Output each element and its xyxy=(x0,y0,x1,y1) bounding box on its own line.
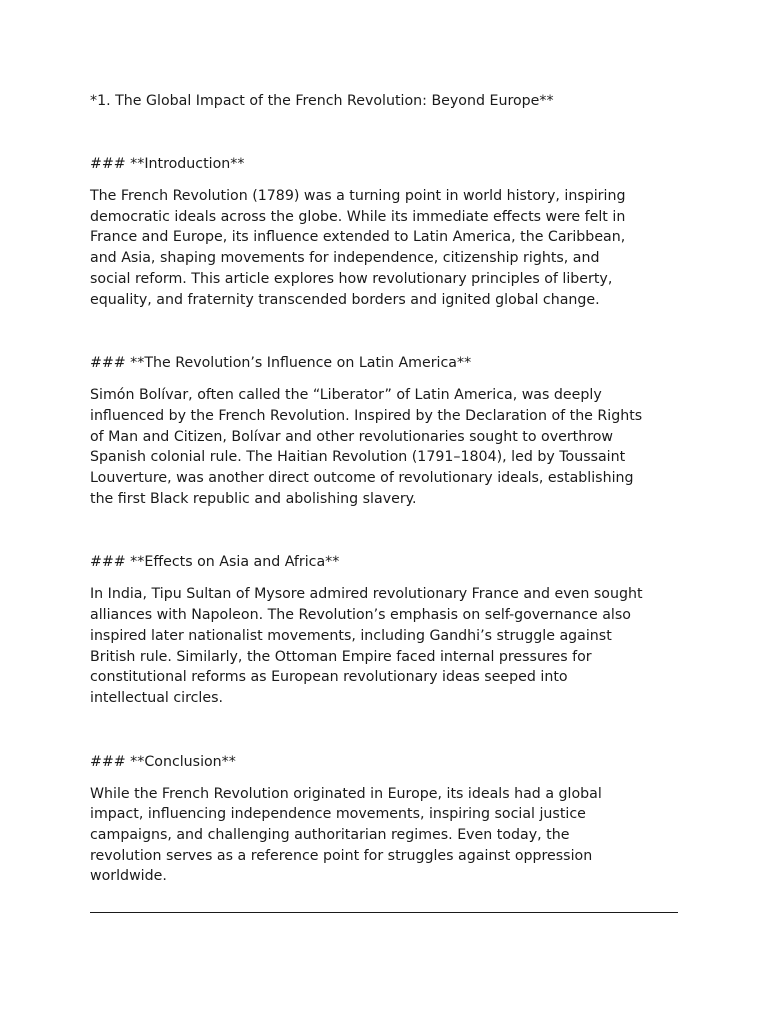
paragraph-line: The French Revolution (1789) was a turning point in world history, inspiring xyxy=(90,188,626,204)
paragraph-line: Spanish colonial rule. The Haitian Revolution (1791–1804), led by Toussaint xyxy=(90,449,626,466)
section-heading: ### **Introduction** xyxy=(90,156,245,172)
document-body xyxy=(90,91,680,887)
section-paragraph xyxy=(90,584,680,708)
section-introduction xyxy=(90,154,680,310)
horizontal-rule xyxy=(90,912,678,913)
section-paragraph xyxy=(90,385,680,509)
section-heading: ### **Conclusion** xyxy=(90,753,236,770)
section-asia-africa xyxy=(90,552,680,708)
paragraph-line: impact, influencing independence movements, inspiring social justice xyxy=(90,806,586,823)
section-heading: ### **Effects on Asia and Africa** xyxy=(90,554,340,571)
paragraph-line: Simón Bolívar, often called the “Liberator” of Latin America, was deeply xyxy=(90,387,602,404)
paragraph-line: Louverture, was another direct outcome of revolutionary ideals, establishing xyxy=(90,470,634,487)
paragraph-line: of Man and Citizen, Bolívar and other revolutionaries sought to overthrow xyxy=(90,428,614,445)
section-conclusion xyxy=(90,752,680,888)
paragraph-line: inspired later nationalist movements, including Gandhi’s struggle against xyxy=(90,627,612,644)
paragraph-line: While the French Revolution originated in Europe, its ideals had a global xyxy=(90,785,602,802)
paragraph-line: equality, and fraternity transcended borders and ignited global change. xyxy=(90,291,600,308)
paragraph-line: intellectual circles. xyxy=(90,689,223,706)
paragraph-line: France and Europe, its influence extended to Latin America, the Caribbean, xyxy=(90,229,626,246)
paragraph-line: the first Black republic and abolishing slavery. xyxy=(90,490,417,507)
section-paragraph xyxy=(90,784,680,888)
paragraph-line: worldwide. xyxy=(90,868,167,885)
paragraph-line: campaigns, and challenging authoritarian regimes. Even today, the xyxy=(90,827,570,844)
paragraph-line: constitutional reforms as European revolutionary ideas seeped into xyxy=(90,669,568,686)
document-title: *1. The Global Impact of the French Revolution: Beyond Europe** xyxy=(90,93,554,109)
paragraph-line: social reform. This article explores how revolutionary principles of liberty, xyxy=(90,270,613,287)
paragraph-line: alliances with Napoleon. The Revolution’s emphasis on self-governance also xyxy=(90,607,631,624)
paragraph-line: British rule. Similarly, the Ottoman Empire faced internal pressures for xyxy=(90,648,592,665)
section-paragraph xyxy=(90,186,680,310)
paragraph-line: In India, Tipu Sultan of Mysore admired revolutionary France and even sought xyxy=(90,586,643,603)
section-heading: ### **The Revolution’s Influence on Latin America** xyxy=(90,355,472,372)
paragraph-line: and Asia, shaping movements for independence, citizenship rights, and xyxy=(90,250,600,267)
paragraph-line: revolution serves as a reference point for struggles against oppression xyxy=(90,847,593,864)
section-latin-america xyxy=(90,353,680,509)
paragraph-line: influenced by the French Revolution. Inspired by the Declaration of the Rights xyxy=(90,407,643,424)
paragraph-line: democratic ideals across the globe. While its immediate effects were felt in xyxy=(90,208,626,225)
